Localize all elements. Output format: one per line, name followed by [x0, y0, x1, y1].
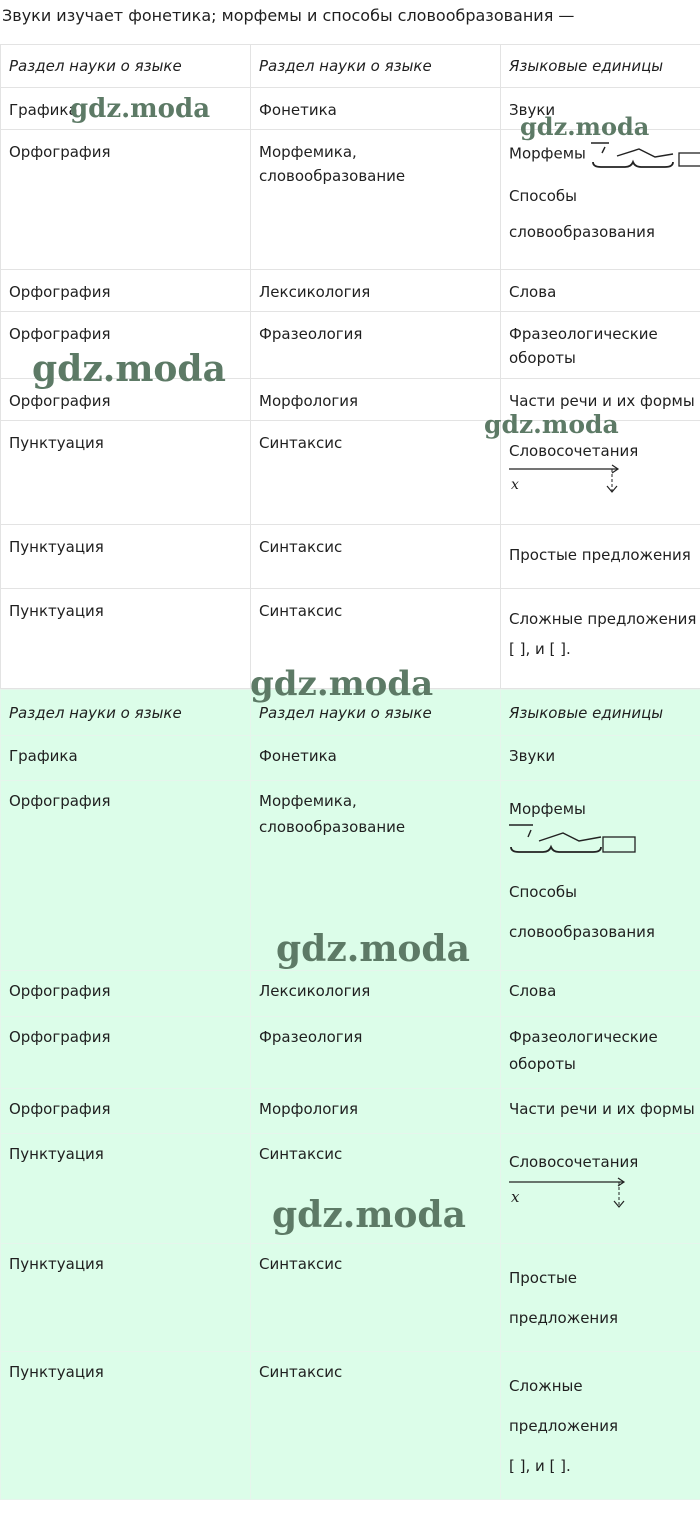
cell-line: Фразеологические	[509, 1028, 658, 1046]
table-cell: Фонетика	[251, 736, 501, 781]
table-cell: Пунктуация	[1, 1352, 251, 1500]
watermark: gdz.moda	[272, 1194, 466, 1236]
phrase-scheme-icon	[509, 463, 627, 495]
table-cell: Фразеология	[251, 1017, 501, 1089]
table-cell: Орфография	[1, 312, 251, 379]
cell-line: словообразование	[259, 818, 406, 836]
table-cell: Пунктуация	[1, 589, 251, 689]
watermark: gdz.moda	[70, 94, 211, 124]
table-cell	[501, 312, 700, 379]
table-row	[1, 1089, 700, 1134]
table-row	[1, 736, 700, 781]
cell-line: Сложные предложения	[509, 610, 697, 628]
table-row	[1, 525, 700, 589]
table-row	[1, 589, 700, 689]
table-row	[1, 312, 700, 379]
table-cell: Морфология	[251, 379, 501, 421]
cell-line: Морфемика,	[259, 143, 357, 161]
table-cell: Синтаксис	[251, 589, 501, 689]
table-cell: Орфография	[1, 1017, 251, 1089]
table-cell: Звуки	[501, 736, 700, 781]
watermark: gdz.moda	[276, 928, 470, 970]
table-cell: Звуки	[501, 88, 700, 130]
watermark: gdz.moda	[520, 112, 650, 141]
table-row	[1, 270, 700, 312]
morpheme-scheme-icon	[591, 140, 700, 168]
table-cell: Фонетика	[251, 88, 501, 130]
phrase-scheme-icon	[509, 1174, 633, 1210]
cell-line: словообразование	[259, 167, 406, 185]
table-cell: Лексикология	[251, 971, 501, 1017]
table-cell	[251, 130, 501, 270]
table-cell: Слова	[501, 270, 700, 312]
cell-line: [ ], и [ ].	[509, 640, 571, 658]
table-cell: Орфография	[1, 130, 251, 270]
table-cell: Синтаксис	[251, 1244, 501, 1352]
header-cell: Языковые единицы	[501, 690, 700, 736]
table-cell: Орфография	[1, 971, 251, 1017]
cell-line: Способы словообразования	[509, 187, 655, 241]
cell-line: Простые предложения	[509, 1269, 619, 1327]
table-cell: Морфология	[251, 1089, 501, 1134]
header-cell: Раздел науки о языке	[251, 45, 501, 88]
table-cell	[501, 1017, 700, 1089]
table-cell: Орфография	[1, 270, 251, 312]
watermark: gdz.moda	[250, 664, 434, 704]
cell-line: Морфемы	[509, 144, 586, 163]
cell-line: Способы словообразования	[509, 883, 655, 941]
cell-line: обороты	[509, 1055, 576, 1073]
table-row	[1, 130, 700, 270]
table-cell: Пунктуация	[1, 525, 251, 589]
morpheme-scheme-icon	[509, 821, 639, 855]
head-word-mark: x	[511, 477, 519, 493]
table-cell: Орфография	[1, 781, 251, 971]
cell-line: Фразеологические	[509, 325, 658, 343]
table-cell: Пунктуация	[1, 1134, 251, 1244]
cell-line: Простые предложения	[509, 546, 691, 564]
table-row	[1, 379, 700, 421]
header-cell: Раздел науки о языке	[251, 690, 501, 736]
table-first	[0, 44, 700, 689]
header-cell: Раздел науки о языке	[1, 690, 251, 736]
table-row	[1, 1352, 700, 1500]
table-cell: Орфография	[1, 1089, 251, 1134]
table-cell	[501, 589, 700, 689]
table-cell	[501, 1352, 700, 1500]
cell-line: Морфемика,	[259, 792, 357, 810]
intro-text: Звуки изучает фонетика; морфемы и способы словообразования —	[2, 6, 575, 25]
table-cell	[501, 1134, 700, 1244]
table-row	[1, 781, 700, 971]
cell-line: Словосочетания	[509, 442, 639, 460]
table-cell: Синтаксис	[251, 1352, 501, 1500]
header-cell: Раздел науки о языке	[1, 45, 251, 88]
table-cell: Фразеология	[251, 312, 501, 379]
cell-line: Морфемы	[509, 800, 586, 818]
table-cell: Лексикология	[251, 270, 501, 312]
cell-line: обороты	[509, 349, 576, 367]
table-second	[0, 689, 700, 1500]
table-row	[1, 421, 700, 525]
table-row	[1, 1244, 700, 1352]
cell-line: Сложные предложения [ ], и [ ].	[509, 1377, 619, 1475]
table-row	[1, 1017, 700, 1089]
table-header-row	[1, 690, 700, 736]
head-word-mark: x	[511, 1188, 520, 1206]
table-cell: Части речи и их формы	[501, 1089, 700, 1134]
table-header-row	[1, 45, 700, 88]
table-cell: Синтаксис	[251, 525, 501, 589]
table-cell: Синтаксис	[251, 421, 501, 525]
table-cell: Графика	[1, 88, 251, 130]
table-row	[1, 971, 700, 1017]
table-cell: Пунктуация	[1, 421, 251, 525]
table-row	[1, 88, 700, 130]
watermark: gdz.moda	[32, 348, 226, 390]
table-cell	[501, 421, 700, 525]
watermark: gdz.moda	[484, 410, 619, 439]
table-cell: Слова	[501, 971, 700, 1017]
table-cell	[501, 130, 700, 270]
table-cell: Синтаксис	[251, 1134, 501, 1244]
table-cell	[501, 525, 700, 589]
table-cell	[251, 781, 501, 971]
table-row	[1, 1134, 700, 1244]
table-cell	[501, 1244, 700, 1352]
table-cell	[501, 781, 700, 971]
table-cell: Орфография	[1, 379, 251, 421]
table-cell: Пунктуация	[1, 1244, 251, 1352]
header-cell: Языковые единицы	[501, 45, 700, 88]
table-cell: Графика	[1, 736, 251, 781]
cell-line: Словосочетания	[509, 1153, 639, 1171]
table-cell: Части речи и их формы	[501, 379, 700, 421]
